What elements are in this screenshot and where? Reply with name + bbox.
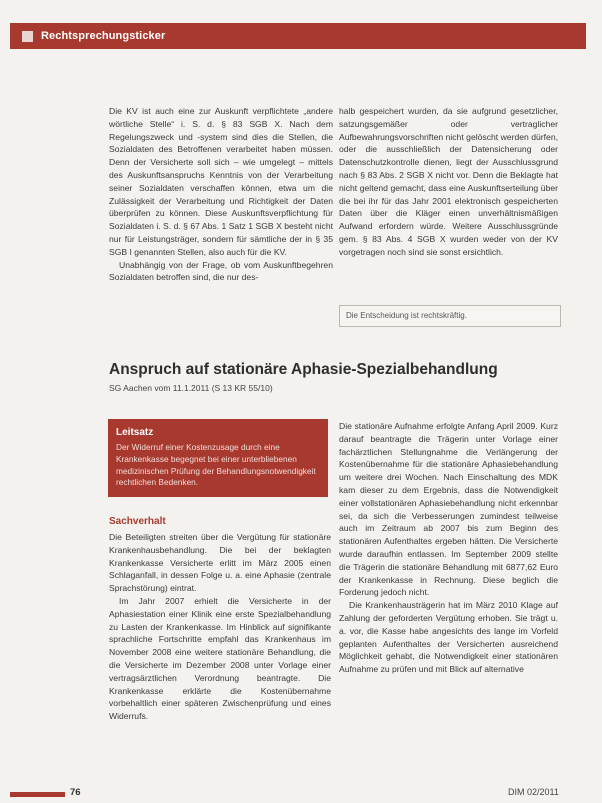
section-header-bar <box>10 23 586 49</box>
header-square-icon <box>22 31 33 42</box>
body-paragraph: Die Krankenhausträgerin hat im März 2010 Klage auf Zahlung der geforderten Vergütung erhoben. Sie trägt u. a. vor, die Kasse habe angesichts des lange im Vorfeld geplanten Aufenthaltes der Versicherten ausreichend Möglichkeit gehabt, die Notwendigkeit einer stationären Aufnahme zu prüfen und mit Blick auf alternative <box>339 600 558 675</box>
legal-status-notice: Die Entscheidung ist rechtskräftig. <box>339 305 561 327</box>
section-label: Rechtsprechungsticker <box>41 30 166 42</box>
page-number: 76 <box>70 787 81 798</box>
previous-article-left-column <box>109 105 333 284</box>
article-right-column <box>339 420 558 676</box>
body-paragraph: Im Jahr 2007 erhielt die Versicherte in der Aphasiestation einer Klinik eine erste Spezialbehandlung zu Lasten der Krankenkasse. Im Hinblick auf signifikante sprachliche Fortschritte empfahl das Krankenhaus im November 2008 eine weitere stationäre Behandlung, die die Versicherte im Dezember 2008 unter Vorlage einer vertragsärztlichen Verordnung beantragte. Die Krankenkasse erklärte die Kostenübernahme vorbehaltlich einer späteren Zwischenprüfung und eines Widerrufs. <box>109 595 331 722</box>
sachverhalt-heading: Sachverhalt <box>109 516 166 527</box>
article-title: Anspruch auf stationäre Aphasie-Spezialbehandlung <box>109 361 498 378</box>
previous-article-right-column <box>339 105 558 259</box>
court-citation: SG Aachen vom 11.1.2011 (S 13 KR 55/10) <box>109 383 273 393</box>
leitsatz-box <box>108 419 328 497</box>
article-left-column <box>109 531 331 723</box>
body-paragraph: Die KV ist auch eine zur Auskunft verpflichtete „andere wörtliche Stelle“ i. S. d. § 83 SGB X. Nach dem Regelungszweck und -system sind dies die Stellen, die Sozialdaten des Betroffenen verarbeitet haben müssen. Denn der Versicherte soll sich – wie umgelegt – mittels des Auskunftsanspruchs Kenntnis von der Verarbeitung seiner Sozialdaten verschaffen können, etwa um die Zulässigkeit der Verarbeitung und Richtigkeit der Daten überprüfen zu können. Diese Auskunftsverpflichtung für Sozialdaten i. S. d. § 67 Abs. 1 Satz 1 SGB X besteht nicht nur für Leistungsträger, sondern für sämtliche der in § 35 SGB I genannten Stellen, also auch für die KV. <box>109 106 333 257</box>
body-paragraph: Die stationäre Aufnahme erfolgte Anfang April 2009. Kurz darauf beantragte die Trägerin unter Vorlage einer fachärztlichen Stellungnahme die Verlängerung der Kostenübernahme für die stationäre Aphasiebehandlung um weitere drei Wochen. Nach Einschaltung des MDK kam dieser zu dem Ergebnis, dass die Notwendigkeit einer vollstationären Aphasiebehandlung nicht erkennbar sei, da sich die Verbesserungen zumindest teilweise auch im Zeitraum ab 2007 bis zum Beginn des stationären Aufenthaltes ergeben hätten. Die Versicherte wurde daraufhin entlassen. Im September 2009 stellte die Trägerin die stationäre Behandlung mit 6877,62 Euro der Krankenkasse in Rechnung. Diese beglich die Forderung jedoch nicht. <box>339 421 558 598</box>
body-paragraph: Die Beteiligten streiten über die Vergütung für stationäre Krankenhausbehandlung. Die bei der beklagten Krankenkasse Versicherte erlitt im März 2005 einen Schlaganfall, in dessen Folge u. a. eine Aphasie (zentrale Sprachstörung) eintrat. <box>109 532 331 594</box>
journal-reference: DIM 02/2011 <box>508 787 559 797</box>
body-paragraph: halb gespeichert wurden, da sie aufgrund gesetzlicher, satzungsgemäßer oder vertraglicher Aufbewahrungsvorschriften nicht gelöscht werden dürfen, oder die ausschließlich der Datensicherung oder Datenschutzkontrolle dienen, liegt der Ausschlussgrund nach § 83 Abs. 2 SGB X nicht vor. Denn die Beklagte hat nicht geltend gemacht, dass eine Auskunftserteilung über die bei ihr für das Jahr 2001 elektronisch gespeicherten Daten über die Kläger einen unverhältnismäßigen Aufwand erfordern würde. Weitere Ausschlussgründe gem. § 83 Abs. 4 SGB X wurden weder von der KV vorgetragen noch sind sie sonst ersichtlich. <box>339 106 558 257</box>
leitsatz-heading: Leitsatz <box>116 427 154 438</box>
footer-accent-bar <box>10 792 65 797</box>
leitsatz-text: Der Widerruf einer Kostenzusage durch eine Krankenkasse begegnet bei einer unterbliebenen medizinischen Prüfung der Behandlungsnotwendigkeit rechtlichen Bedenken. <box>116 442 316 488</box>
body-paragraph: Unabhängig von der Frage, ob vom Auskunftbegehren Sozialdaten betroffen sind, die nur des- <box>109 259 333 283</box>
